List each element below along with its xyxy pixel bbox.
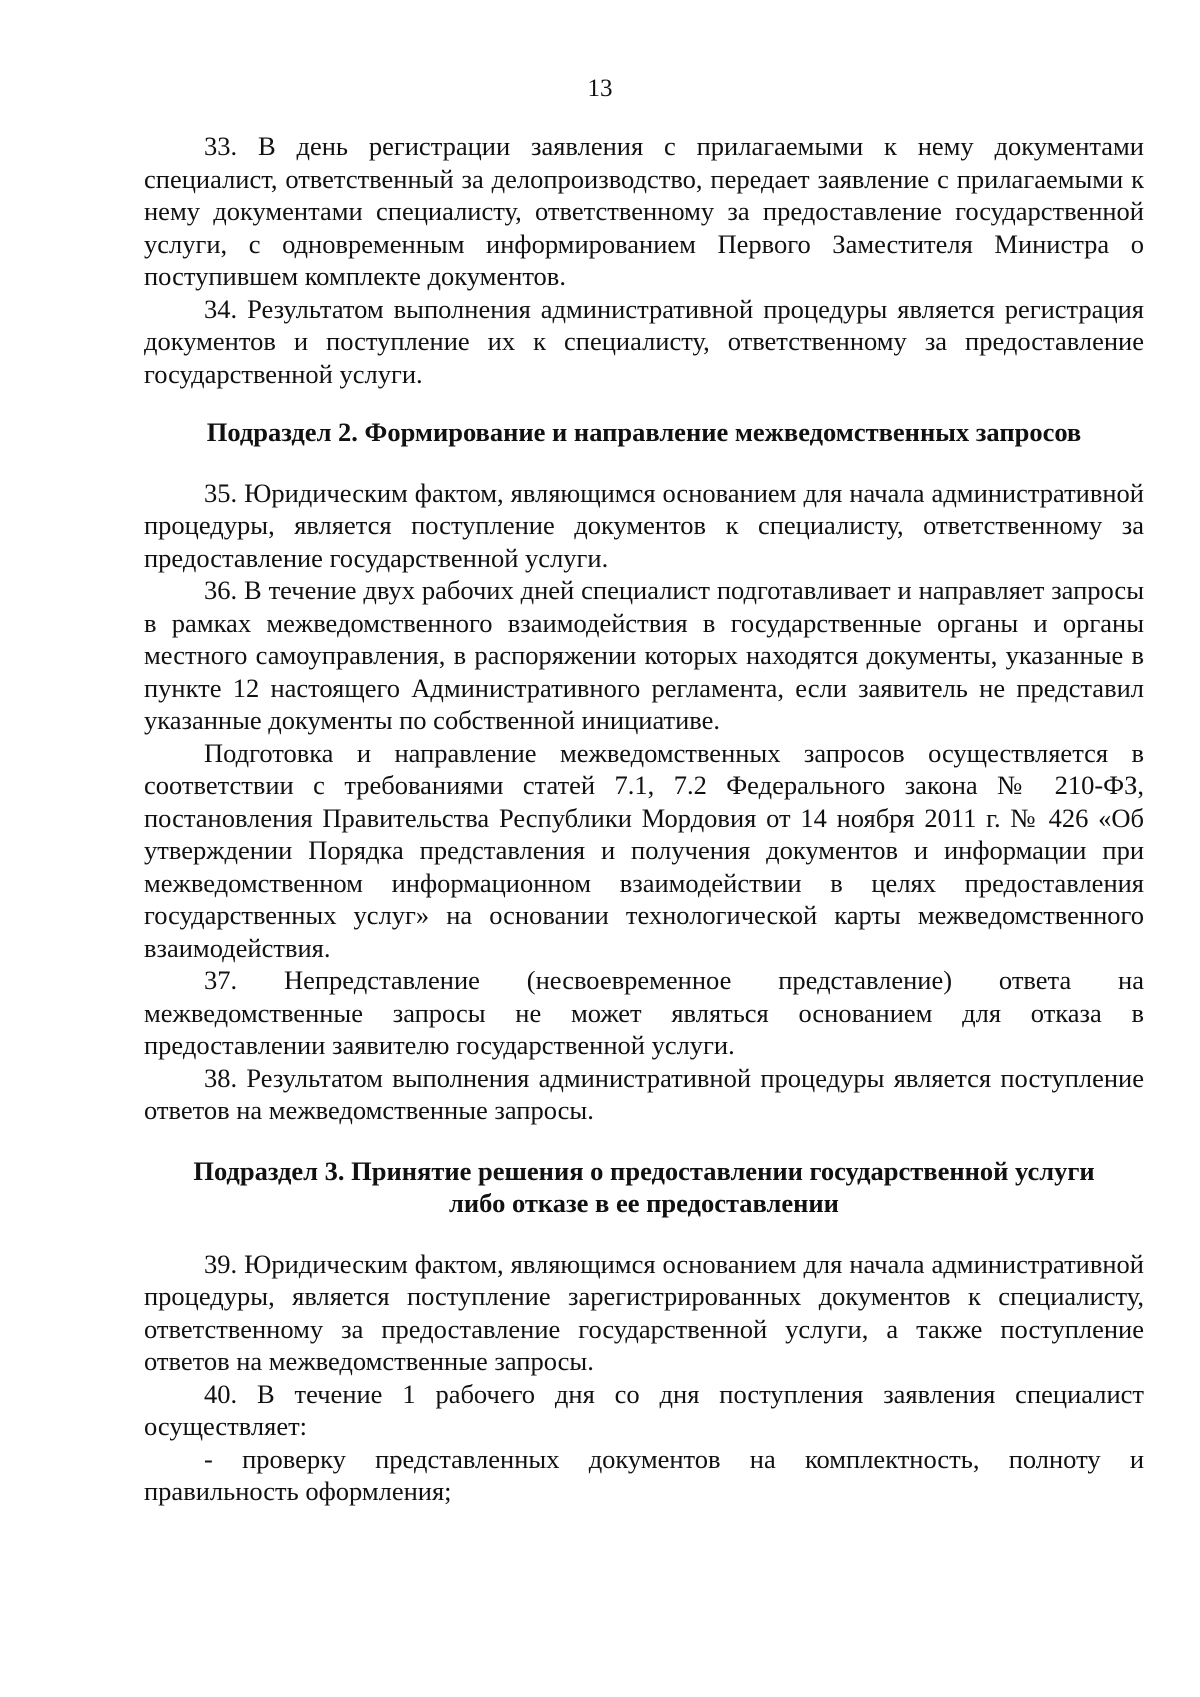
paragraph-37: 37. Непредставление (несвоевременное представление) ответа на межведомственные запросы не может являться основанием для отказа в предоставлении заявителю государственной услуги. [144,965,1144,1060]
paragraph-interagency-requests: Подготовка и направление межведомственных запросов осуществляется в соответствии с требованиями статей 7.1, 7.2 Федерального закона № 210-ФЗ, постановления Правительства Республики Мордовия от 14 ноября 2011 г. № 426 «Об утверждении Порядка представления и получения документов и информации при межведомственном информационном взаимодействии в целях предоставления государственных услуг» на основании технологической карты межведомственного взаимодействия. [144,737,1144,963]
section-heading-2: Подраздел 2. Формирование и направление межведомственных запросов [206,417,1082,447]
paragraph-34: 34. Результатом выполнения административной процедуры является регистрация документов и поступление их к специалисту, ответственному за предоставление государственной услуги. [144,293,1144,389]
list-item-check-documents: - проверку представленных документов на комплектность, полноту и правильность оформления; [144,1443,1144,1506]
document-body [144,130,1144,1508]
paragraph-35: 35. Юридическим фактом, являющимся основанием для начала административной процедуры, является поступление документов к специалисту, ответственному за предоставление государственной услуги. [144,477,1144,573]
paragraph-33: 33. В день регистрации заявления с прилагаемыми к нему документами специалист, ответственный за делопроизводство, передает заявление с прилагаемыми к нему документами специалисту, ответственному за предоставление государственной услуги, с одновременным информированием Первого Заместителя Министра о поступившем комплекте документов. [144,131,1144,291]
section-heading-3: Подраздел 3. Принятие решения о предоставлении государственной услуги либо отказе в ее предоставлении [193,1155,1095,1218]
paragraph-39: 39. Юридическим фактом, являющимся основанием для начала административной процедуры, является поступление зарегистрированных документов к специалисту, ответственному за предоставление государственной услуги, а также поступление ответов на межведомственные запросы. [144,1248,1144,1376]
paragraph-38: 38. Результатом выполнения административной процедуры является поступление ответов на межведомственные запросы. [144,1062,1144,1125]
paragraph-40: 40. В течение 1 рабочего дня со дня поступления заявления специалист осуществляет: [144,1378,1144,1441]
page-number: 13 [587,75,613,102]
paragraph-36: 36. В течение двух рабочих дней специалист подготавливает и направляет запросы в рамках межведомственного взаимодействия в государственные органы и органы местного самоуправления, в распоряжении которых находятся документы, указанные в пункте 12 настоящего Административного регламента, если заявитель не представил указанные документы по собственной инициативе. [144,575,1144,735]
